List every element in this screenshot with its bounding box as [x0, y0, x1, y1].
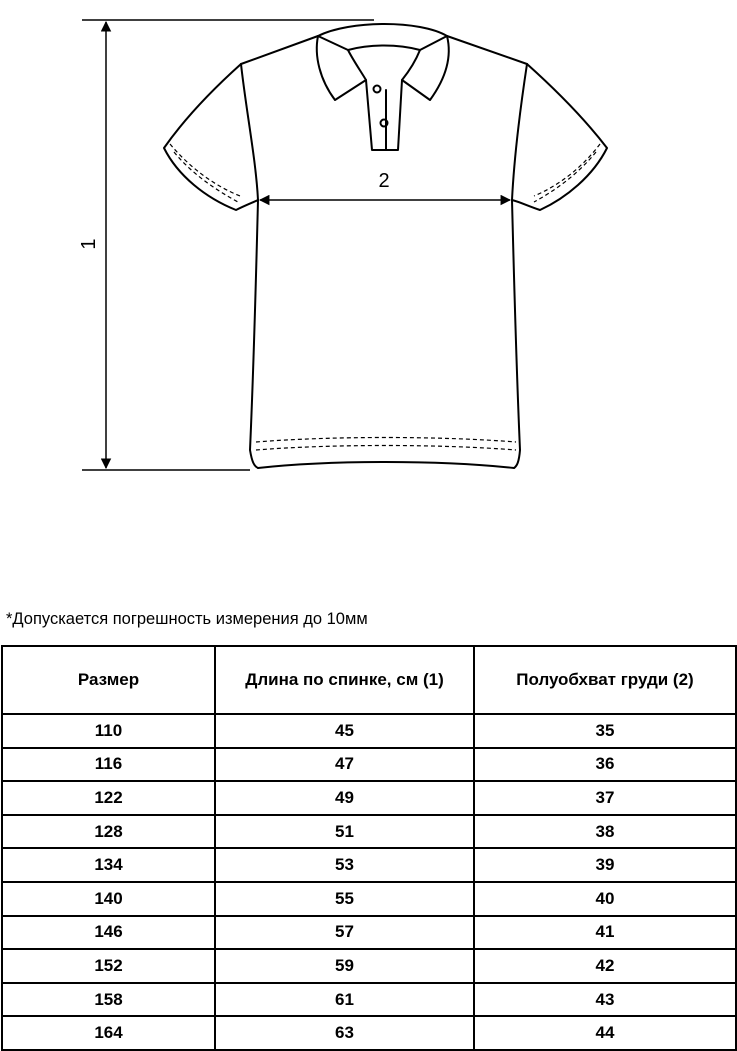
table-row [2, 748, 736, 782]
table-row [2, 815, 736, 849]
size-cell: 152 [2, 949, 215, 983]
half-chest-cell: 41 [474, 916, 736, 950]
polo-shirt-outline [164, 24, 607, 468]
size-cell: 146 [2, 916, 215, 950]
back-length-cell: 55 [215, 882, 474, 916]
size-cell: 128 [2, 815, 215, 849]
table-header-row [2, 646, 736, 714]
back-length-cell: 45 [215, 714, 474, 748]
table-row [2, 848, 736, 882]
back-length-cell: 47 [215, 748, 474, 782]
polo-shirt-diagram [0, 0, 737, 520]
size-cell: 158 [2, 983, 215, 1017]
back-length-cell: 51 [215, 815, 474, 849]
measurement-lines [82, 20, 510, 470]
chest-label: 2 [378, 170, 390, 192]
size-cell: 116 [2, 748, 215, 782]
back-length-cell: 57 [215, 916, 474, 950]
size-cell: 110 [2, 714, 215, 748]
half-chest-cell: 44 [474, 1016, 736, 1050]
size-cell: 134 [2, 848, 215, 882]
half-chest-cell: 43 [474, 983, 736, 1017]
table-row [2, 916, 736, 950]
table-row [2, 949, 736, 983]
half-chest-cell: 36 [474, 748, 736, 782]
back-length-cell: 59 [215, 949, 474, 983]
table-row [2, 781, 736, 815]
half-chest-cell: 37 [474, 781, 736, 815]
size-table [1, 645, 737, 1051]
length-label: 1 [78, 238, 100, 250]
table-row [2, 1016, 736, 1050]
measurement-note: *Допускается погрешность измерения до 10мм [6, 610, 368, 628]
back-length-cell: 49 [215, 781, 474, 815]
header-half-chest: Полуобхват груди (2) [474, 646, 736, 714]
half-chest-cell: 42 [474, 949, 736, 983]
header-size: Размер [2, 646, 215, 714]
half-chest-cell: 35 [474, 714, 736, 748]
back-length-cell: 61 [215, 983, 474, 1017]
half-chest-cell: 40 [474, 882, 736, 916]
table-row [2, 882, 736, 916]
half-chest-cell: 39 [474, 848, 736, 882]
back-length-cell: 53 [215, 848, 474, 882]
half-chest-cell: 38 [474, 815, 736, 849]
size-cell: 122 [2, 781, 215, 815]
back-length-cell: 63 [215, 1016, 474, 1050]
header-back-length: Длина по спинке, см (1) [215, 646, 474, 714]
size-cell: 140 [2, 882, 215, 916]
table-row [2, 714, 736, 748]
table-row [2, 983, 736, 1017]
size-cell: 164 [2, 1016, 215, 1050]
